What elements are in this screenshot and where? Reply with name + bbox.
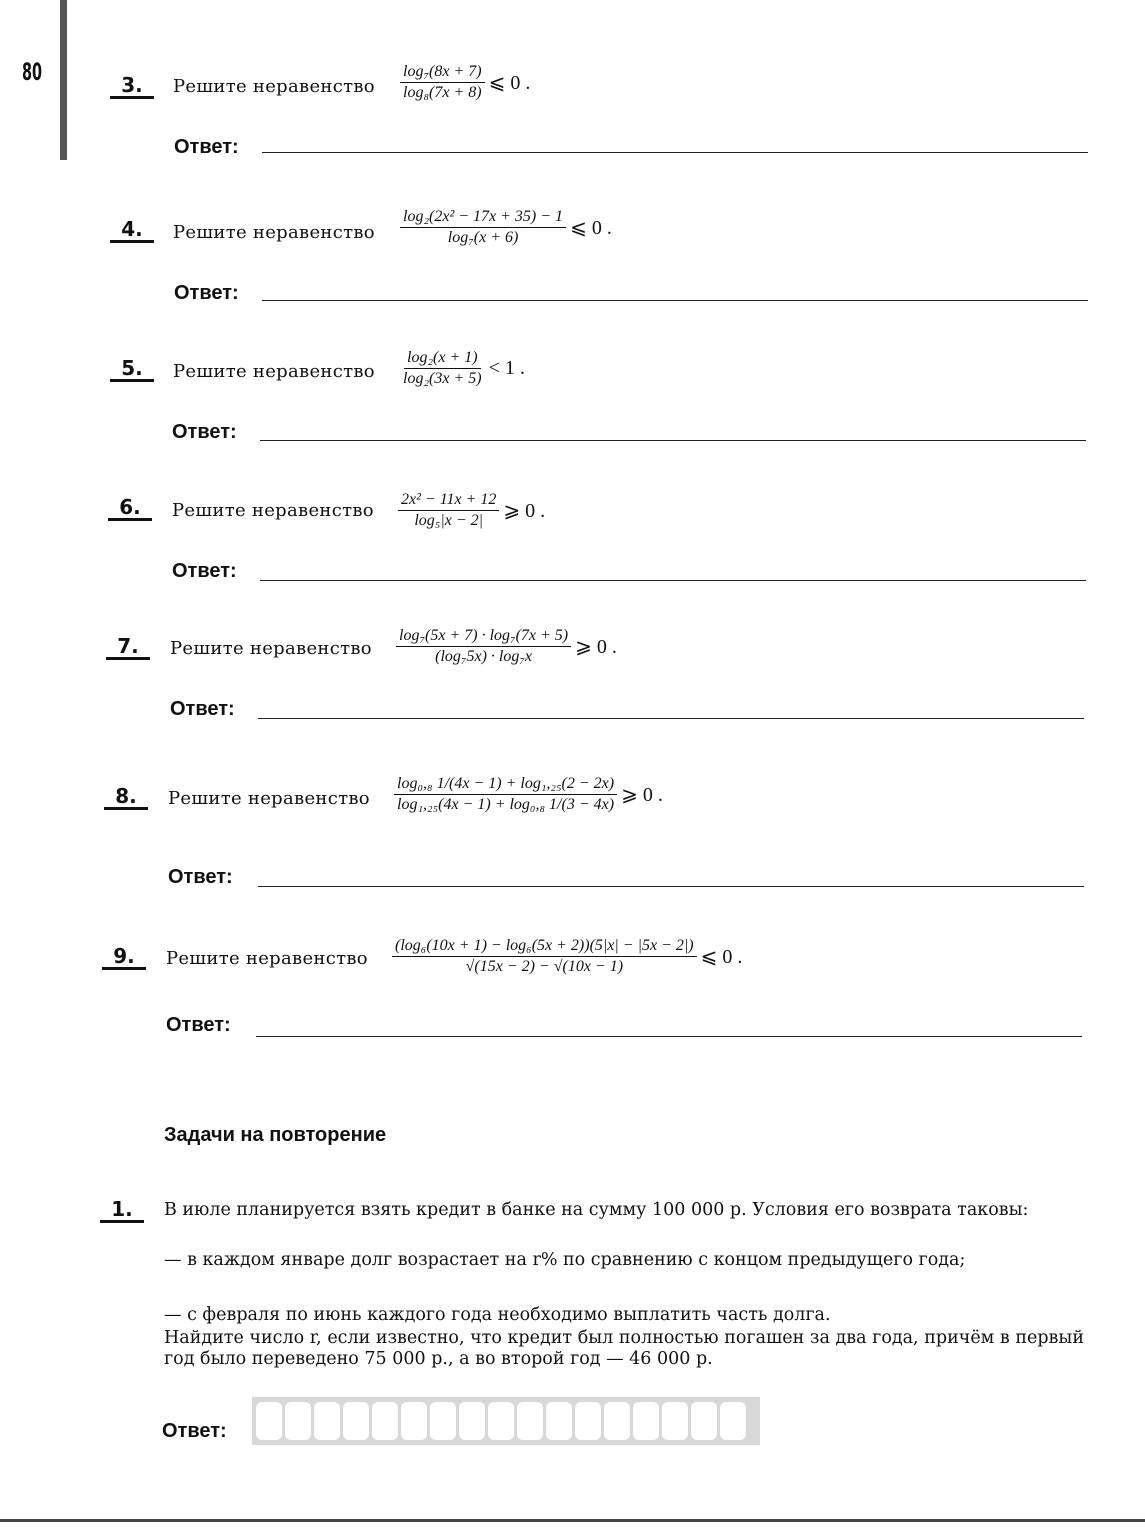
- formula-relation: ⩾ 0 .: [503, 500, 546, 522]
- task-number: 5.: [110, 357, 154, 382]
- formula-relation: ⩾ 0 .: [575, 636, 617, 658]
- review-condition-2: — с февраля по июнь каждого года необходимо выплатить часть долга.: [164, 1305, 831, 1325]
- task-formula: [392, 936, 742, 977]
- formula-numerator: log₇(5x + 7) · log₇(7x + 5): [396, 626, 571, 647]
- formula-denominator: log₂(3x + 5): [403, 370, 482, 387]
- task-formula: [400, 348, 525, 389]
- task-number: 8.: [104, 785, 148, 810]
- review-intro: В июле планируется взять кредит в банке на сумму 100 000 р. Условия его возврата таковы:: [164, 1200, 1029, 1220]
- task-number: 4.: [110, 218, 154, 243]
- formula-relation: < 1 .: [488, 357, 525, 379]
- page-number: 80: [22, 58, 43, 86]
- formula-numerator: (log₆(10x + 1) − log₆(5x + 2))(5|x| − |5x − 2|): [392, 936, 697, 957]
- task-prompt: Решите неравенство: [166, 948, 368, 969]
- review-condition-1: — в каждом январе долг возрастает на r% по сравнению с концом предыдущего года;: [164, 1250, 966, 1270]
- task-prompt: Решите неравенство: [170, 638, 372, 659]
- answer-line[interactable]: [262, 152, 1088, 153]
- formula-numerator: log₀,₈ 1/(4x − 1) + log₁,₂₅(2 − 2x): [394, 774, 617, 795]
- task-number: 3.: [110, 74, 154, 99]
- formula-denominator: log₈(7x + 8): [403, 84, 482, 101]
- task-prompt: Решите неравенство: [168, 788, 370, 809]
- answer-box[interactable]: [633, 1402, 659, 1440]
- task-formula: [394, 774, 663, 815]
- answer-boxes[interactable]: [252, 1397, 760, 1445]
- answer-label: Ответ:: [174, 136, 239, 158]
- answer-box[interactable]: [691, 1402, 717, 1440]
- formula-denominator: log₅|x − 2|: [414, 512, 484, 529]
- answer-box[interactable]: [488, 1402, 514, 1440]
- answer-box[interactable]: [546, 1402, 572, 1440]
- task-formula: [400, 62, 530, 103]
- answer-box[interactable]: [401, 1402, 427, 1440]
- formula-numerator: 2x² − 11x + 12: [398, 490, 499, 511]
- answer-box[interactable]: [430, 1402, 456, 1440]
- answer-label: Ответ:: [168, 866, 233, 888]
- formula-relation: ⩽ 0 .: [700, 946, 743, 968]
- formula-denominator: log₁,₂₅(4x − 1) + log₀,₈ 1/(3 − 4x): [397, 796, 615, 813]
- answer-box[interactable]: [575, 1402, 601, 1440]
- review-answer-label: Ответ:: [162, 1420, 227, 1442]
- task-formula: [396, 626, 617, 667]
- review-task-number: 1.: [100, 1198, 144, 1223]
- formula-relation: ⩽ 0 .: [488, 72, 531, 94]
- formula-denominator: (log₇5x) · log₇x: [435, 648, 532, 665]
- answer-box[interactable]: [372, 1402, 398, 1440]
- answer-box[interactable]: [720, 1402, 746, 1440]
- answer-box[interactable]: [662, 1402, 688, 1440]
- answer-box[interactable]: [314, 1402, 340, 1440]
- answer-label: Ответ:: [172, 560, 237, 582]
- answer-label: Ответ:: [166, 1014, 231, 1036]
- answer-line[interactable]: [262, 300, 1088, 301]
- formula-numerator: log₇(8x + 7): [400, 62, 485, 83]
- answer-line[interactable]: [258, 718, 1084, 719]
- task-prompt: Решите неравенство: [173, 361, 375, 382]
- formula-denominator: √(15x − 2) − √(10x − 1): [465, 958, 624, 975]
- formula-numerator: log₂(x + 1): [404, 348, 481, 369]
- answer-label: Ответ:: [174, 282, 239, 304]
- task-prompt: Решите неравенство: [172, 500, 374, 521]
- section-heading: Задачи на повторение: [164, 1124, 387, 1146]
- task-formula: [398, 490, 545, 531]
- task-prompt: Решите неравенство: [173, 222, 375, 243]
- answer-line[interactable]: [260, 580, 1086, 581]
- formula-relation: ⩽ 0 .: [570, 217, 612, 239]
- answer-line[interactable]: [258, 886, 1084, 887]
- answer-box[interactable]: [459, 1402, 485, 1440]
- answer-box[interactable]: [256, 1402, 282, 1440]
- answer-label: Ответ:: [172, 421, 237, 443]
- answer-box[interactable]: [343, 1402, 369, 1440]
- formula-denominator: log₇(x + 6): [447, 229, 519, 246]
- bottom-rule: [0, 1519, 1145, 1522]
- answer-label: Ответ:: [170, 698, 235, 720]
- answer-box[interactable]: [604, 1402, 630, 1440]
- task-number: 7.: [106, 635, 150, 660]
- formula-numerator: log₂(2x² − 17x + 35) − 1: [400, 207, 566, 228]
- task-number: 6.: [108, 496, 152, 521]
- answer-line[interactable]: [256, 1036, 1082, 1037]
- task-number: 9.: [102, 945, 146, 970]
- answer-line[interactable]: [260, 440, 1086, 441]
- answer-box[interactable]: [285, 1402, 311, 1440]
- review-question: Найдите число r, если известно, что кредит был полностью погашен за два года, причём в первый год было переведено 75 000 р., а во второй год — 46 000 р.: [164, 1328, 1084, 1369]
- task-prompt: Решите неравенство: [173, 76, 375, 97]
- formula-relation: ⩾ 0 .: [621, 784, 663, 806]
- answer-box[interactable]: [517, 1402, 543, 1440]
- margin-bar: [60, 0, 67, 160]
- task-formula: [400, 207, 612, 248]
